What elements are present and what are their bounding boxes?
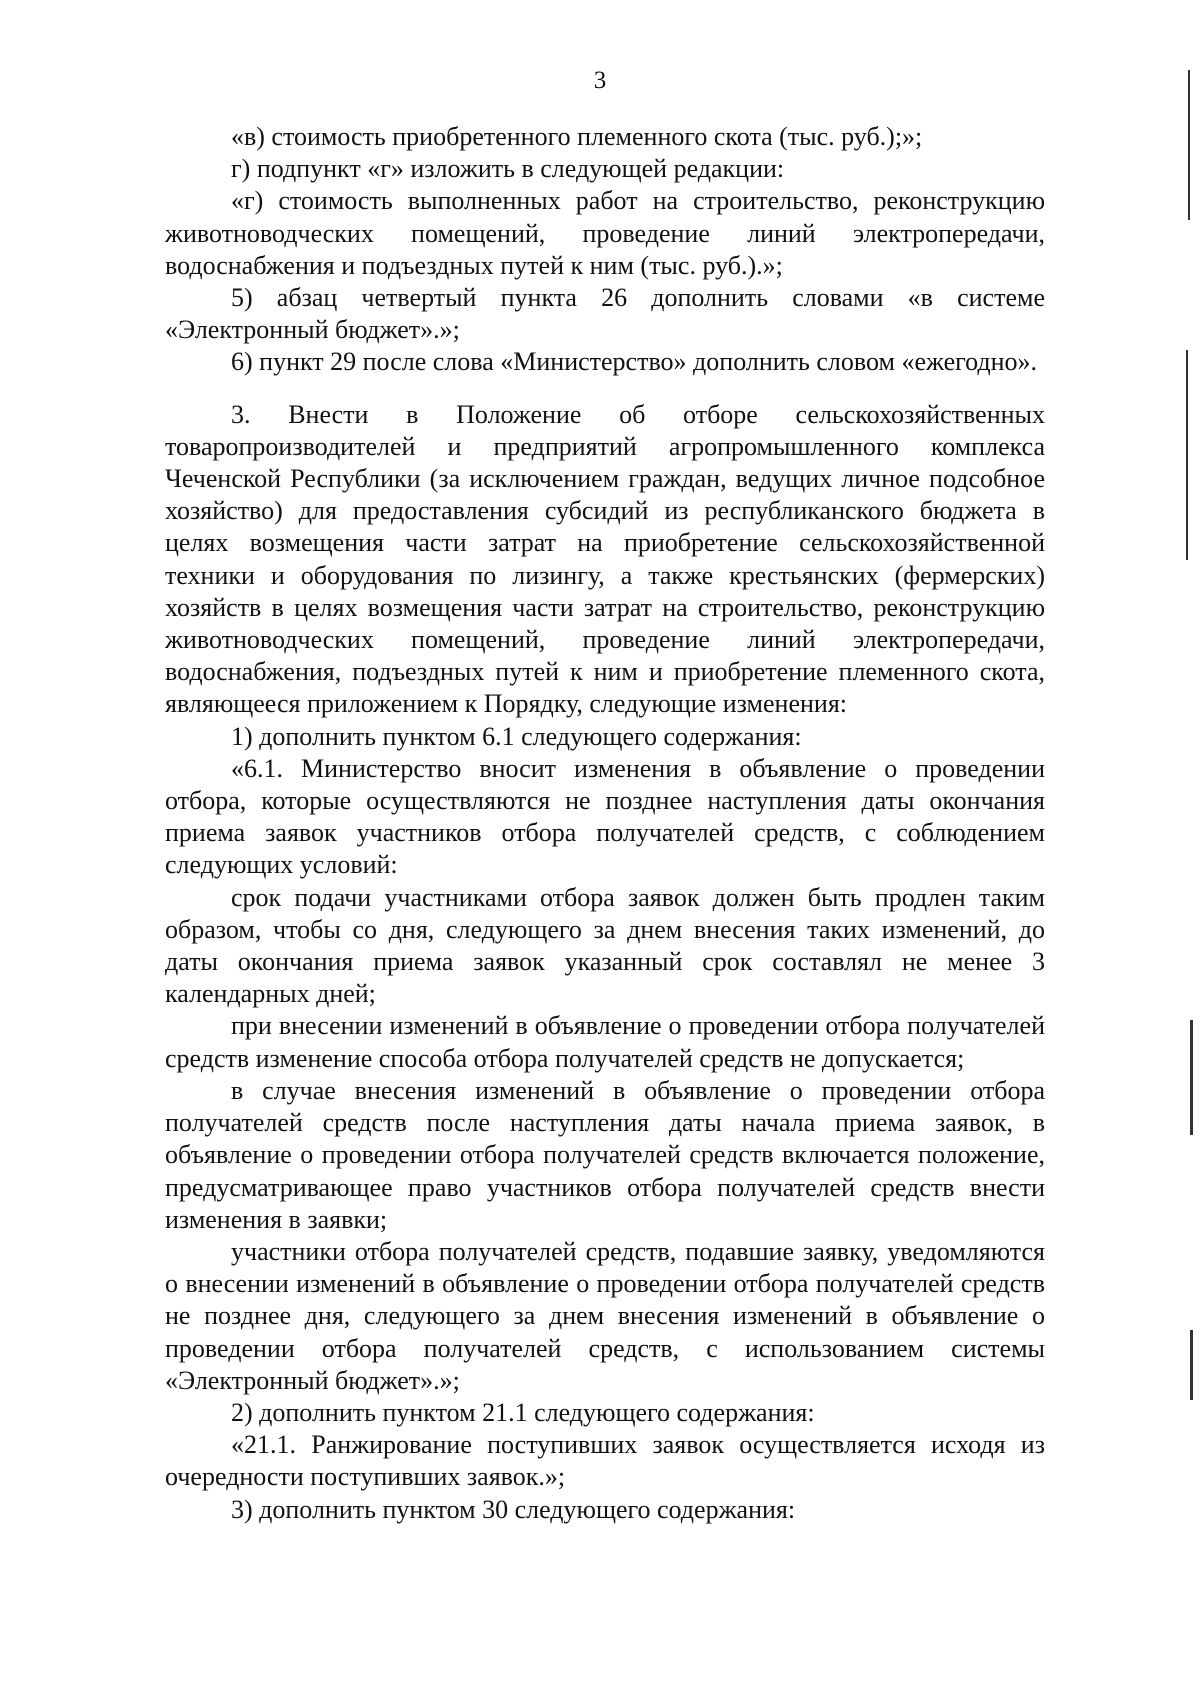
scan-edge-mark: [1186, 350, 1188, 560]
paragraph-6-1-text: «6.1. Министерство вносит изменения в объявление о проведении отбора, которые осуществляются не позднее наступления даты окончания приема заявок участников отбора получателей средств, с соблюдением следующих условий:: [165, 753, 1045, 880]
paragraph-item-6: 6) пункт 29 после слова «Министерство» дополнить словом «ежегодно».: [231, 347, 1038, 377]
paragraph-21-1-text: «21.1. Ранжирование поступивших заявок осуществляется исходя из очередности поступивших заявок.»;: [165, 1430, 1045, 1492]
scan-edge-mark: [1190, 1330, 1193, 1400]
paragraph-participants-notified: участники отбора получателей средств, подавшие заявку, уведомляются о внесении изменений в объявление о проведении отбора получателей средств не позднее дня, следующего за днем внесения изменений в объявление о проведении отбора получателей средств, с использованием системы «Электронный бюджет».»;: [165, 1236, 1045, 1395]
scan-edge-mark: [1190, 1020, 1193, 1135]
scan-edge-mark: [1188, 70, 1190, 220]
paragraph-changes-after-start: в случае внесения изменений в объявление о проведении отбора получателей средств после наступления даты начала приема заявок, в объявление о проведении отбора получателей средств включается положение, предусматривающее право участников отбора получателей средств внести изменения в заявки;: [165, 1075, 1045, 1234]
paragraph-add-21-1: 2) дополнить пунктом 21.1 следующего содержания:: [231, 1397, 815, 1427]
paragraph-item-5: 5) абзац четвертый пункта 26 дополнить словами «в системе «Электронный бюджет».»;: [165, 283, 1045, 345]
paragraph-section-3: 3. Внести в Положение об отборе сельскохозяйственных товаропроизводителей и предприятий агропромышленного комплекса Чеченской Республики (за исключением граждан, ведущих личное подсобное хозяйство) для предоставления субсидий из республиканского бюджета в целях возмещения части затрат на приобретение сельскохозяйственной техники и оборудования по лизингу, а также крестьянских (фермерских) хозяйств в целях возмещения части затрат на строительство, реконструкцию животноводческих помещений, проведение линий электропередачи, водоснабжения, подъездных путей к ним и приобретение племенного скота, являющееся приложением к Порядку, следующие изменения:: [165, 399, 1045, 719]
document-body: [165, 121, 1045, 1526]
paragraph-v-cost-livestock: «в) стоимость приобретенного племенного скота (тыс. руб.);»;: [231, 122, 923, 151]
paragraph-g-intro: г) подпункт «г» изложить в следующей редакции:: [231, 154, 785, 184]
paragraph-g-text: «г) стоимость выполненных работ на строительство, реконструкцию животноводческих помещений, проведение линий электропередачи, водоснабжения и подъездных путей к ним (тыс. руб.).»;: [165, 186, 1045, 280]
paragraph-add-30: 3) дополнить пунктом 30 следующего содержания:: [231, 1494, 796, 1524]
paragraph-deadline-extension: срок подачи участниками отбора заявок должен быть продлен таким образом, чтобы со дня, следующего за днем внесения таких изменений, до даты окончания приема заявок указанный срок составлял не менее 3 календарных дней;: [165, 882, 1045, 1009]
paragraph-add-6-1: 1) дополнить пунктом 6.1 следующего содержания:: [231, 721, 802, 751]
page-number: 3: [593, 67, 607, 94]
paragraph-method-change: при внесении изменений в объявление о проведении отбора получателей средств изменение способа отбора получателей средств не допускается;: [165, 1011, 1045, 1073]
